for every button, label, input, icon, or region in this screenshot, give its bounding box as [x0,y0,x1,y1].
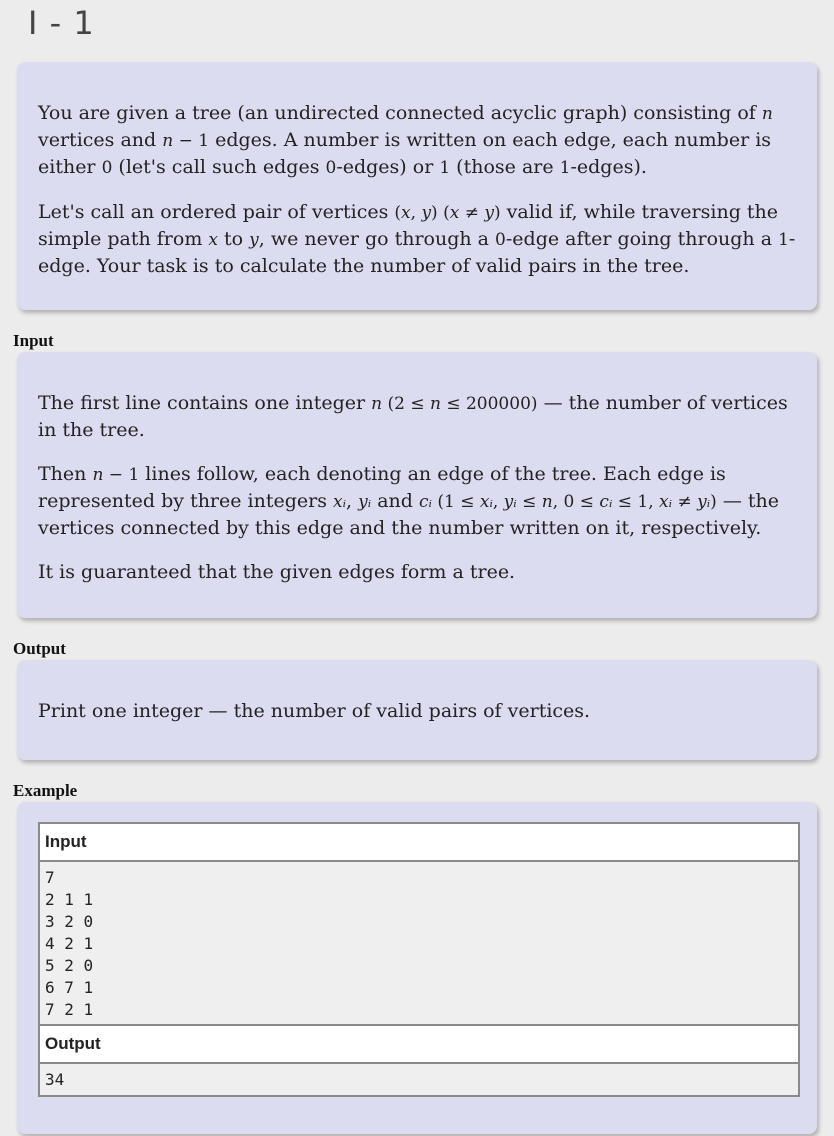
text-run: You are given a tree (an undirected connected acyclic graph) consisting of [38,102,762,124]
math-symbol: 0 [495,230,506,250]
math-symbol: , [410,203,422,223]
math-var: ᵢ [428,492,432,512]
math-symbol: , [492,492,504,512]
text-run: It is guaranteed that the given edges form a tree. [38,561,516,583]
math-var: n [541,492,553,512]
math-symbol: ) [710,492,717,512]
output-section-label: Output [13,639,66,658]
text-run: The first line contains one integer [38,392,372,414]
math-symbol: ≤ 1, [612,492,660,512]
math-var: c [599,492,609,512]
math-symbol: ≤ 200000) [440,394,538,414]
math-var: n [371,394,383,414]
statement-card [17,62,817,310]
math-symbol: 0 [325,158,337,178]
math-var: ᵢ [706,492,711,512]
text-run: vertices and [38,129,163,151]
text-run: Print one integer — the number of valid pairs of vertices. [38,700,591,722]
math-var: ᵢ [342,492,347,512]
text-run: and [371,490,419,512]
math-var: x [208,230,218,250]
example-section-label: Example [13,781,78,800]
math-var: ᵢ [608,492,613,512]
math-var: y [358,492,368,512]
text-run: — the vertices connected by this edge and the number written on it, respectively. [38,490,779,539]
math-symbol: − 1 [103,465,140,485]
input-paragraph-3 [17,559,817,585]
math-var: x [479,492,490,512]
text-run: to [217,228,250,250]
statement-paragraph-2 [17,199,817,279]
math-symbol: (2 ≤ [382,394,430,414]
example-output-header: Output [40,1026,798,1064]
text-run: edges. A number is written on each edge, each number is either [38,129,772,178]
math-var: y [697,492,707,512]
math-symbol: 1 [439,158,451,178]
math-symbol: (1 ≤ [431,492,480,512]
math-var: ᵢ [668,492,673,512]
math-symbol: ≤ [516,492,542,512]
text-run: (let's call such edges [112,156,326,178]
statement-paragraph-1 [17,100,817,181]
math-symbol: 1 [559,158,571,178]
math-var: y [249,230,259,250]
math-symbol: 0 [101,158,113,178]
math-var: x [659,492,669,512]
math-symbol: − 1 [173,131,210,151]
example-input-text: 7 2 1 1 3 2 0 4 2 1 5 2 0 6 7 1 7 2 1 [40,862,798,1026]
math-var: n [429,394,441,414]
input-paragraph-1 [17,390,817,443]
math-symbol: ( [394,203,402,223]
math-var: c [418,492,429,512]
input-paragraph-2 [17,461,817,541]
text-run: , [346,490,359,512]
math-symbol: ) ( [431,203,450,223]
math-symbol: ≠ [459,203,485,223]
input-section-label: Input [13,331,54,350]
math-var: ᵢ [367,492,372,512]
text-run: valid if, while traversing the simple path from [38,201,779,250]
text-run: -edge. Your task is to calculate the number of valid pairs in the tree. [38,228,796,277]
math-var: y [503,492,514,512]
math-var: n [761,104,773,124]
text-run: Then [38,463,93,485]
text-run: — the number of vertices in the tree. [38,392,788,441]
math-symbol: ) [493,203,501,223]
math-var: x [449,203,460,223]
text-run: , we never go through a [258,228,496,250]
example-input-header: Input [40,824,798,862]
output-card [17,660,817,760]
math-symbol: 1 [778,230,789,250]
math-symbol: , 0 ≤ [552,492,600,512]
math-var: ᵢ [513,492,517,512]
math-var: y [421,203,432,223]
math-var: y [484,203,494,223]
output-paragraph-1 [17,698,817,724]
example-table [38,822,800,1097]
text-run: Let's call an ordered pair of vertices [38,201,395,223]
math-var: n [92,465,104,485]
text-run: -edges) or [336,156,440,178]
math-var: n [162,131,174,151]
text-run: -edges). [570,156,647,178]
math-symbol: ≠ [672,492,698,512]
text-run: -edge after going through a [505,228,779,250]
text-run: (those are [450,156,560,178]
math-var: x [333,492,343,512]
math-var: x [401,203,411,223]
page-title: I - 1 [28,4,95,42]
text-run: lines follow, each denoting an edge of the tree. Each edge is represented by three integers [38,463,726,512]
input-card [17,352,817,618]
math-var: ᵢ [489,492,493,512]
example-output-text: 34 [45,1070,65,1089]
example-card [17,802,817,1134]
